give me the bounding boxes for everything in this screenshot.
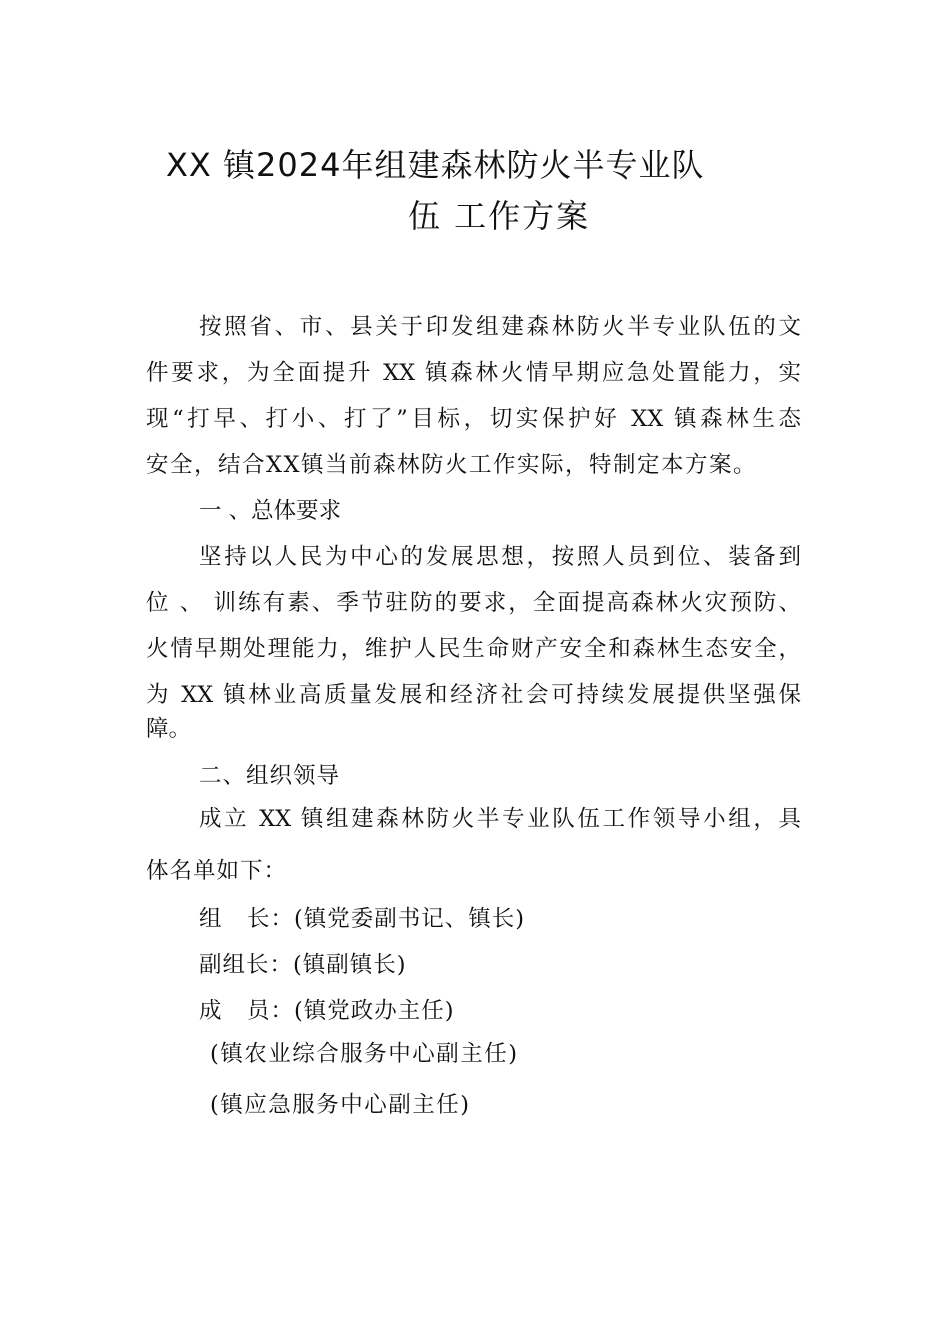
section-1-line: 火情早期处理能力，维护人民生命财产安全和森林生态安全， (146, 636, 801, 662)
document-title-line-1: XX 镇2024年组建森林防火半专业队 (166, 146, 705, 184)
section-1-heading: 一 、总体要求 (199, 498, 342, 524)
section-1-line: 障。 (146, 716, 192, 742)
member-members: 成 员：(镇党政办主任) (199, 998, 455, 1024)
section-2-line: 体名单如下： (146, 858, 288, 884)
intro-line: 现“打早、打小、打了”目标，切实保护好 XX 镇森林生态 (146, 406, 801, 432)
member-line: (镇农业综合服务中心副主任) (210, 1041, 519, 1067)
section-2-heading: 二、组织领导 (199, 763, 341, 789)
section-1-line: 为 XX 镇林业高质量发展和经济社会可持续发展提供坚强保 (146, 682, 801, 708)
intro-line: 安全，结合XX镇当前森林防火工作实际，特制定本方案。 (146, 452, 758, 478)
section-1-line: 坚持以人民为中心的发展思想，按照人员到位、装备到 (199, 544, 801, 570)
member-line: (镇应急服务中心副主任) (210, 1092, 471, 1118)
member-leader: 组 长：(镇党委副书记、镇长) (199, 906, 526, 932)
section-1-line: 位 、 训练有素、季节驻防的要求，全面提高森林火灾预防、 (146, 590, 801, 616)
section-2-line: 成立 XX 镇组建森林防火半专业队伍工作领导小组，具 (199, 806, 801, 832)
intro-line: 按照省、市、县关于印发组建森林防火半专业队伍的文 (199, 314, 801, 340)
member-deputy-leader: 副组长：(镇副镇长) (199, 952, 407, 978)
intro-line: 件要求，为全面提升 XX 镇森林火情早期应急处置能力，实 (146, 360, 801, 386)
document-title-line-2: 伍 工作方案 (408, 197, 591, 235)
